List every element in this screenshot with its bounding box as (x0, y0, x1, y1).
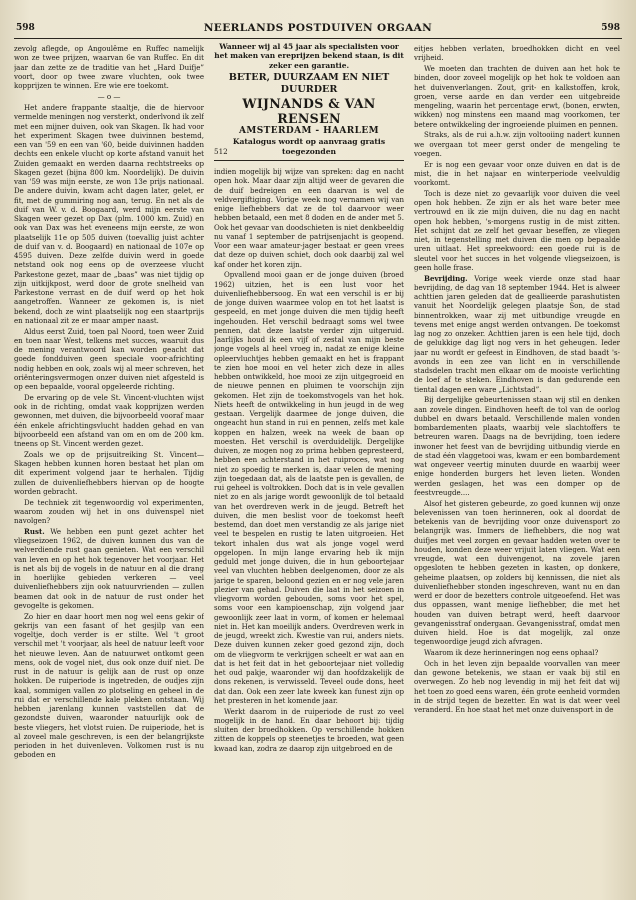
paragraph: Waarom ik deze herinneringen nog eens ophaal? (424, 648, 599, 657)
paragraph: Aldus eerst Zuid, toen pal Noord, toen weer Zuid en toen naar West, telkens met succes, waaruit dus de mening verantwoord kan worden geacht dat goede fondduiven geen speciale voor-africhting nodig hebben en ook, zoals wij al meer schreven, het oriënteringsvermogen onzer duiven niet afgesteld is op een bepaalde, vooral opgeleerde richting. (14, 326, 204, 391)
paragraph: eitjes hebben verlaten, broedhokken dicht en veel vrijheid. (414, 44, 620, 63)
column-3 (414, 44, 620, 892)
page-number-right: 598 (601, 23, 620, 33)
paragraph: indien mogelijk bij wijze van spreken: dag en nacht open hok. Maar daar zijn altijd weer de gevaren die de duif bedreigen en een daarvan is wel de veldvergiftiging. Vorige week nog vernamen wij van enige liefhebbers dat ze de tol daarvoor weer hebben betaald, een met 8 doden en de ander met 5. Ook het gevaar van doodschieten is niet denkbeeldig nu vanaf 1 september de patrijsenjacht is geopend. Voor een waar amateur-jager bestaat er geen vrees dat deze op duiven schiet, doch ook daarbij zal wel kaf onder het koren zijn. (214, 167, 404, 269)
ad-catalog-note: Katalogus wordt op aanvraag gratis toegezonden (232, 137, 386, 156)
column-1 (14, 44, 204, 892)
page-number-left: 598 (16, 23, 35, 33)
paragraph: Opvallend mooi gaan er de jonge duiven (broed 1962) uitzien, het is een lust voor het duivenliefhebbersoog. En wat een verschil is er bij de jonge duiven waarmee volop en tot het laatst is gespeeld, en met jonge duiven die men tijdig heeft ingehouden. Het verschil bedraagt soms wel twee pennen, dat deze laatste verder zijn uitgeruid. Jaarlijks houd ik een vijf of zestal van mijn beste jonge vogels al heel vroeg in, nadat ze enige kleine opleervluchtjes hebben gemaakt en het is frappant te zien hoe mooi en vel heter zich deze in alles hebben ontwikkeld, hoe mooi ze zijn uitgegroeid en de nieuwe pennen en pluimen te voorschijn zijn gekomen. Het zijn de toekomstvogels van het hok. Niets heeft de ontwikkeling in hun jeugd in de weg gestaan. Vergelijk daarmee de jonge duiven, die ongeacht hun stand in rui en pennen, zelfs met kale koppen en halzen, week na week de baan op moesten. Het verschil is overduidelijk. Dergelijke duiven, ze mogen nog zo prima hebben gepresteerd, hebben een achterstand in het ruiproces, wat nog niet zo spoedig te merken is, daar velen de mening zijn toegedaan dat, als de laatste pen is gevallen, de rui geheel is voltrokken. Doch dat is in vele gevallen niet zo en als jarige wordt gewoonlijk de tol betaald van het overdreven werk in de jeugd. Betreft het duiven, die men beslist voor de toekomst heeft bestemd, dan doet men verstandig ze als jarige niet veel te bespelen en rustig te laten uitgroeien. Het tekort inhalen dus wat als jonge vogel werd opgelopen. In mijn lange ervaring heb ik mijn geduld met jonge duiven, die in hun geboortejaar veel van vluchten hebben deelgenomen, door ze als jarige te sparen, beloond gezien en er nog vele jaren plezier van gehad. Duiven die laat in het seizoen in vliegvorm worden gebouden, soms voor het spel, soms voor een kampioenschap, zijn volgend jaar gewoonlijk zeer laat in vorm, of komen er helemaal niet in. Het kan moeilijk anders. Overdreven werk in de jeugd, wreekt zich. Kwestie van rui, anders niets. Deze duiven kunnen zeker goed gezond zijn, doch om de vliegvorm te verkrijgen scheelt er wat aan en dat is het feit dat in het geboortejaar niet volledig het oud pakje, waaronder wij dan hoofdzakelijk de dons rekenen, is verwisseld. Teveel oude dons, heet dat dan. Ook een zeer late kweek kan funest zijn op het presteren in het komende jaar. (214, 270, 404, 705)
publication-title: NEERLANDS POSTDUIVEN ORGAAN (203, 22, 433, 34)
paragraph: Och in het leven zijn bepaalde voorvallen van meer dan gewone betekenis, we staan er vaak bij stil en overwegen. Zo heb nog levendig in mij het feit dat wij het toen zo goed eens waren, één grote eenheid vormden in de strijd tegen de bezetter. En wat is dat weer veel veranderd. En hoe staat het met onze duivensport in de (414, 658, 620, 714)
paragraph: Toch is deze niet zo gevaarlijk voor duiven die veel open hok hebben. Ze zijn er als het ware beter mee vertrouwd en ik zie mijn duiven, die nu dag en nacht open hok hebben, 's-morgens rustig in de mist zitten. Het schijnt dat ze zelf het gevaar beseffen, ze vliegen niet, in tegenstelling met duiven die men op bepaalde uren uitlaat. Het spreekwoord: een goede rui is de sleutel voor het succes in het volgende vliegseizoen, is geen holle frase. (414, 188, 620, 272)
paragraph: We moeten dan trachten de duiven aan het hok te binden, door zoveel mogelijk op het hok te voldoen aan het duivenverlangen. Zout, grit- en kalkstoffen, krok, groen, verse aarde en dan verder een uitgebreide mengeling, waarin het percentage erwt, (bonen, erwten, wikken) nog minstens een maand mag voorkomen, ter betere ontwikkeling der ingroeiende pluimen en pennen. (414, 64, 620, 129)
paragraph: Alsof het gisteren gebeurde, zo goed kunnen wij onze belevenissen van toen herinneren, ook al doordat de betekenis van de bevrijding voor onze duivensport zo belangrijk was. Immers de liefhebbers, die nog wat duifjes met veel zorgen en gevaar hadden weten over te houden, konden deze weer vrijuit laten vliegen. Wat een vreugde, wat een duivengenot, na zovele jaren opgesloten te hebben gezeten in kasten, op donkere, geheime plaatsen, op zolders bij kennissen, die niet als duivenliefhebber stonden ingeschreven, want nu en dan werd er door de bezetters controle uitgeoefend. Het was dus oppassen, want menige liefhebber, die met het houden van duiven betrapt werd, heeft daarvoor gevangenisstraf ondergaan. Gevangenisstraf, omdat men duiven hield. Hoe is dat mogelijk, zal onze tegenwoordige jeugd zich afvragen. (414, 498, 620, 647)
paragraph: Er is nog een gevaar voor onze duiven en dat is de mist, die in het najaar en winterperiode veelvuldig voorkomt. (414, 159, 620, 187)
ad-city: AMSTERDAM - HAARLEM (239, 126, 379, 137)
section-separator: — o — (97, 91, 121, 101)
run-in-heading: Rust. (24, 526, 45, 536)
paragraph: Werkt daarom in de ruiperiode de rust zo veel mogelijk in de hand. En daar behoort bij: tijdig sluiten der broedhokken. Op verschillende hokken zitten de koppels op steenetjes te broeden, wat geen kwaad kan, zodra ze daarop zijn uitgebroed en de (214, 706, 404, 753)
ad-company: WIJNANDS & VAN RENSEN (242, 96, 376, 127)
paragraph: Bij dergelijke gebeurtenissen staan wij stil en denken aan zovele dingen. Eindhoven heeft de tol van de oorlog dubbel en dwars betaald. Verschillende malen vonden bombardementen plaats, waarbij vele slachtoffers te betreuren waren. Daags na de bevrijding, toen iedere inwoner het feest van de bevrijding uitbundig vierde en de stad één vlaggetooi was, kwam er een bombardement wat ongeveer veertig minuten duurde en waarbij weer enige honderden burgers het leven lieten. Wonden werden geslagen, het was een domper op de feestvreugde.... (414, 395, 620, 497)
ad-code: 512 (214, 146, 228, 156)
page-header (14, 20, 622, 39)
paragraph: De ervaring op de vele St. Vincent-vluchten wijst ook in de richting, omdat vaak kopprijzen werden gewonnen, met duiven, die bijvoorbeeld vooraf maar één enkele africhtingsvlucht hadden gehad en van bijvoorbeeld een afstand van om en om de 200 km. tneens op St. Vincent werden gezet. (14, 392, 204, 448)
paragraph: zevolg aflegde, op Angoulême en Ruffec namelijk won ze twee prijzen, waarvan 6e van Ruffec. En dit jaar dan zette ze de traditie van het „Hard Duifje” voort, door op twee zware vluchten, ook twee kopprijzen te winnen. Ere wie ere toekomt. (14, 44, 204, 90)
paragraph: Rust. We hebben een punt gezet achter het vliegseizoen 1962, de duiven kunnen dus van de welverdiende rust gaan genieten. Wat een verschil van leven en op het hok tegenover het voorjaar. Het is net als bij de vogels in de natuur en al die drang in hoerlijke gebieden verkeren — veel duivenliefhebbers zijn ook natuurvrienden — zullen beamen dat ook in de natuur de rust onder het gevogelte is gekomen. (14, 526, 204, 610)
column-2 (214, 42, 404, 892)
ad-intro: Wanneer wij al 45 jaar als specialisten voor het maken van ereprijzen bekend staan, is dit zeker een garantie. (214, 42, 404, 70)
paragraph: Het andere frappante staaltje, die de hiervoor vermelde meningen nog versterkt, onderlvond ik zelf met een mijner duiven, ook van Skagen. Ik had voor het experiment Skagen twee duivinnen bestemd, een van '59 en een van '60, beide duivinnen hadden dechts een enkele vlucht op korte afstand vanuit het Zuiden gemaakt en werden daarna rechtstreeks op Skagen gezet (bijna 800 km. Noordelijk). De duivin van '59 was mijn eerste, ze won 13e prijs nationaal. De andere duivin, kwam acht dagen later, gelet, er fit, met de gummiring nog aan, terug. En net als de duif van W. v. d. Boogaard, werd mijn eerste van Skagen weer gezet op Dax (plm. 1000 km. Zuid) en ook van Dax was het eveneens mijn eerste, ze won plaatselijk 11e op 505 duiven (toevallig juist achter de duif van v. d. Boogaard) en nationaal de 107e op 4595 duiven. Deze zelfde duivin werd in goede netstand ook nog eens op de overzeese vlucht Parkestone gezet, maar de „baas” was niet tijdig op zijn uitkijkpost, werd door de grote snelheid van Parkestone verrast en de duif werd op het hok aangetroffen. Wanneer ze gekomen is, is niet bekend, doch ze wint plaatselijk nog een staartprijs en nationaal zit ze er maar amper naast. (14, 103, 204, 325)
paragraph: Bevrijding. Vorige week vierde onze stad haar bevrijding, de dag van 18 september 1944. Het is alweer achttien jaren geleden dat de geallieerde parashutisten vanuit het Noordelijk gelegen plaatsje Son, de stad binnentrokken, waar zij met uitbundige vreugde en tevens met enige angst werden ontvangen. De toekomst lag nog zo onzeker. Achttien jaren is een hele tijd, doch de gelukkige dag ligt nog vers in het geheugen. Ieder jaar nu wordt er gefeest in Eindhoven, de stad baadt 's-avonds in een zee van licht en in verschillende stadsdelen tracht men elkaar om de mooiste verlichting de loef af te steken. Eindhoven is dan gedurende een tiental dagen een ware „Lichtstad”. (414, 273, 620, 394)
ad-slogan: BETER, DUURZAAM EN NIET DUURDER (228, 72, 390, 96)
paragraph: Zo hier en daar hoort men nog wel eens gekir of gekrijs van een fasant of het gesjilp van een vogeltje, doch verder is er stilte. Wel 't groot verschil met 't voorjaar, als heel de natuur leeft voor het nieuwe leven. Aan de natuurwet ontkomt geen mens, ook de vogel niet, dus ook onze duif niet. De rust in de natuur is gelijk aan de rust op onze hokken. De ruiperiode is ingetreden, de oudjes zijn kaal, sommigen vallen zo plotseling en geheel in de rui dat er verschillende kale plekken ontstaan. Wij hebben jarenlang kunnen vaststellen dat de gezondste duiven, waaronder natuurlijk ook de beste vliegers, het vlotst ruien. De ruiperiode, het is al zoveel male geschreven, is een der belangrijkste perioden in het duivenleven. Volkomen rust is nu geboden en (14, 611, 204, 760)
paragraph: Zoals we op de prijsuitreiking St. Vincent—Skagen hebben kunnen horen bestaat het plan om dit experiment volgend jaar te herhalen. Tijdig zullen de duivenliefhebbers hiervan op de hoogte worden gebracht. (14, 449, 204, 496)
paragraph: De techniek zit tegenwoordig vol experimenten, waarom zouden wij het in ons duivenspel niet navolgen? (14, 497, 204, 525)
paragraph: Straks, als de rui a.h.w. zijn voltooiing nadert kunnen we overgaan tot meer gerst onder de mengeling te voegen. (414, 130, 620, 158)
run-in-heading: Bevrijding. (424, 273, 468, 283)
advertisement (214, 42, 404, 161)
